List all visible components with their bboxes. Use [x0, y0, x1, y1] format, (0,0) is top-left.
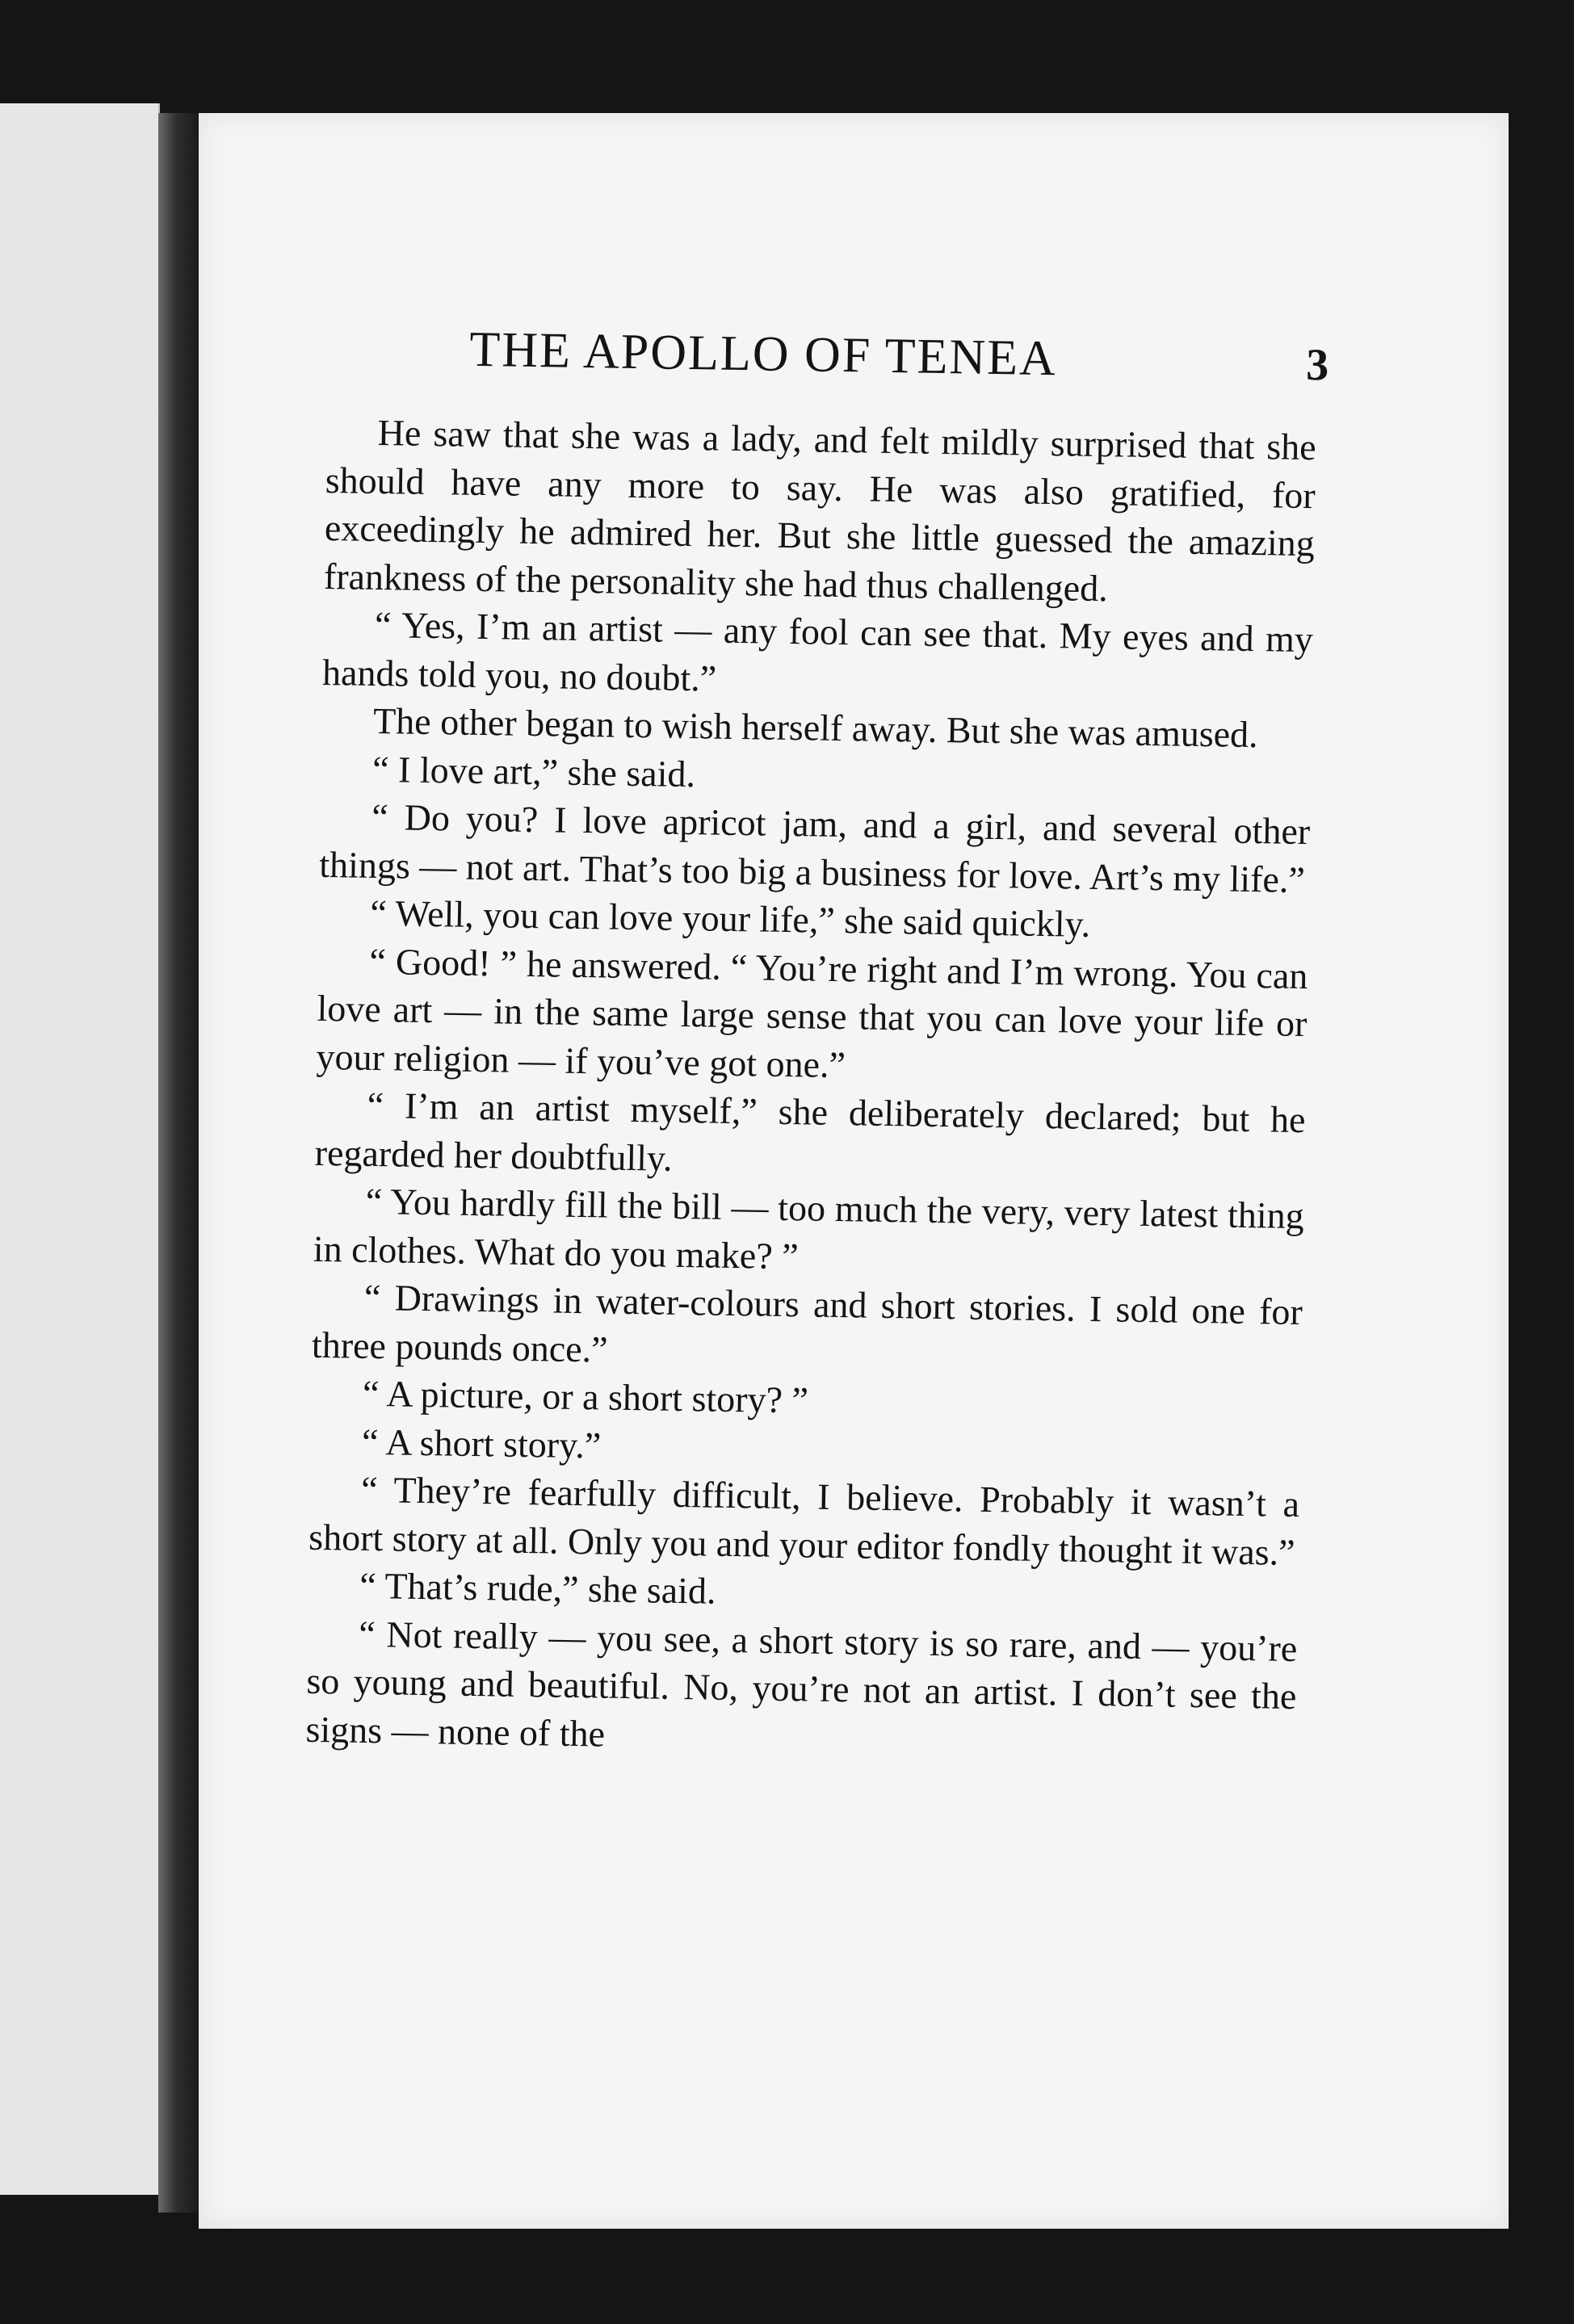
- body-text: [305, 408, 1316, 1768]
- paragraph: “ Well, you can love your life,” she said quickly.: [370, 891, 1091, 945]
- paragraph: “ Good! ” he answered. “ You’re right and I’m wrong. You can love art — in the same large sense that you can love your life or your religion — if you’ve got one.”: [316, 940, 1308, 1085]
- facing-page-edge: [0, 103, 160, 2195]
- running-title: THE APOLLO OF TENEA: [468, 321, 1058, 387]
- paragraph: “ That’s rude,” she said.: [359, 1564, 716, 1612]
- paragraph: The other began to wish herself away. But she was amused.: [372, 699, 1259, 756]
- paragraph: “ They’re fearfully difficult, I believe. Probably it wasn’t a short story at all. Only you and your editor fondly thought it was.”: [308, 1468, 1300, 1573]
- paragraph: “ I’m an artist myself,” she deliberately declared; but he regarded her doubtfully.: [314, 1084, 1306, 1179]
- page-number: 3: [1305, 340, 1329, 391]
- paragraph: “ A picture, or a short story? ”: [362, 1372, 809, 1421]
- paragraph: “ Drawings in water-colours and short stories. I sold one for three pounds once.”: [311, 1276, 1303, 1370]
- paragraph: “ I love art,” she said.: [371, 748, 696, 795]
- book-page: [199, 113, 1509, 2229]
- paragraph: “ You hardly fill the bill — too much the very, very latest thing in clothes. What do you make? ”: [313, 1180, 1305, 1277]
- paragraph: “ A short story.”: [361, 1420, 602, 1466]
- page-content: [305, 319, 1329, 1768]
- paragraph: “ Do you? I love apricot jam, and a girl, and several other things — not art. That’s too big a business for love. Art’s my life.”: [318, 795, 1311, 900]
- book-gutter: [158, 113, 199, 2213]
- paragraph: “ Yes, I’m an artist — any fool can see that. My eyes and my hands told you, no doubt.”: [321, 603, 1314, 699]
- paragraph: He saw that she was a lady, and felt mildly surprised that she should have any more to say. He was also gratified, for exceedingly he admired her. But she little guessed the amazing frankness of the personality she had thus challenged.: [323, 411, 1317, 609]
- running-head: [327, 319, 1329, 407]
- paragraph: “ Not really — you see, a short story is so rare, and — you’re so young and beautiful. No, you’re not an artist. I don’t see the signs — none of the: [305, 1613, 1298, 1755]
